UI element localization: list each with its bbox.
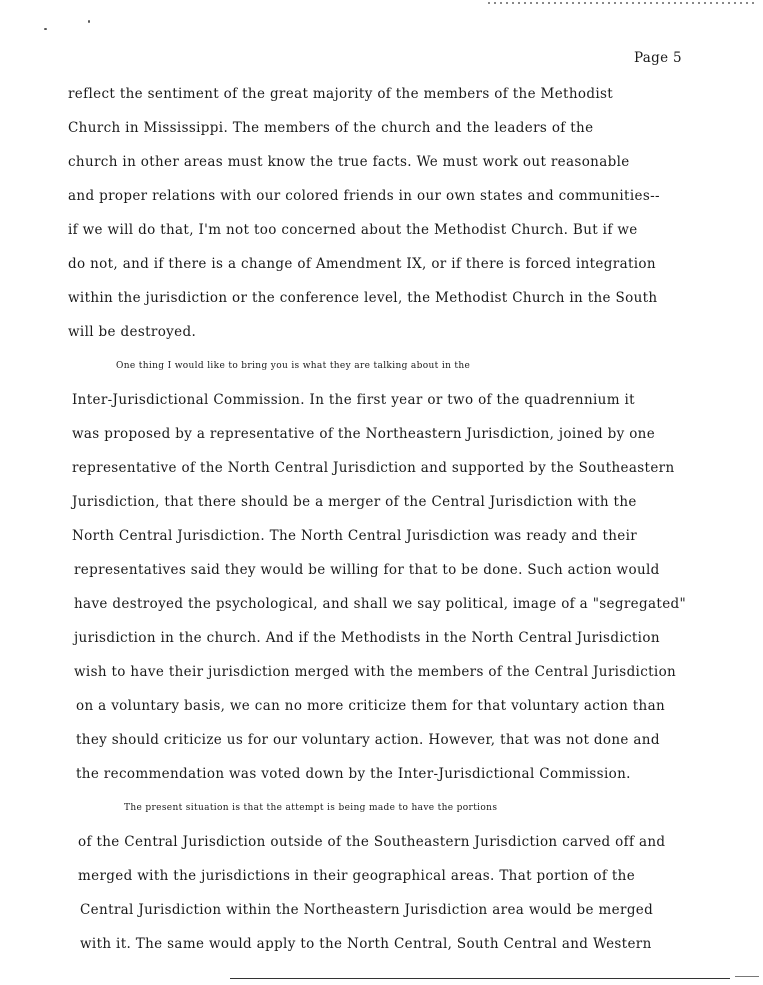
text-line: merged with the jurisdictions in their geographical areas. That portion of the xyxy=(78,868,636,884)
text-line: church in other areas must know the true facts. We must work out reasonable xyxy=(68,154,630,170)
bottom-rule-tail xyxy=(735,976,759,977)
text-line: with it. The same would apply to the North Central, South Central and Western xyxy=(80,936,652,952)
text-line: on a voluntary basis, we can no more criticize them for that voluntary action than xyxy=(76,698,666,714)
bottom-rule xyxy=(230,978,730,979)
text-line: they should criticize us for our voluntary action. However, that was not done and xyxy=(76,732,660,748)
text-line: Central Jurisdiction within the Northeastern Jurisdiction area would be merged xyxy=(80,902,654,918)
text-line: The present situation is that the attempt is being made to have the portions xyxy=(124,803,498,813)
text-line: representatives said they would be willing for that to be done. Such action would xyxy=(74,562,660,578)
text-line: the recommendation was voted down by the Inter-Jurisdictional Commission. xyxy=(76,766,631,782)
text-line: jurisdiction in the church. And if the Methodists in the North Central Jurisdiction xyxy=(74,630,660,646)
text-line: Church in Mississippi. The members of the church and the leaders of the xyxy=(68,120,594,136)
text-line: North Central Jurisdiction. The North Central Jurisdiction was ready and their xyxy=(72,528,638,544)
text-line: representative of the North Central Jurisdiction and supported by the Southeastern xyxy=(72,460,675,476)
text-line: Jurisdiction, that there should be a merger of the Central Jurisdiction with the xyxy=(72,494,637,510)
page-number: Page 5 xyxy=(634,50,682,66)
text-line: if we will do that, I'm not too concerned about the Methodist Church. But if we xyxy=(68,222,638,238)
scan-artifact-mark xyxy=(44,28,47,30)
text-line: Inter-Jurisdictional Commission. In the first year or two of the quadrennium it xyxy=(72,392,635,408)
text-line: of the Central Jurisdiction outside of the Southeastern Jurisdiction carved off and xyxy=(78,834,666,850)
text-line: reflect the sentiment of the great majority of the members of the Methodist xyxy=(68,86,614,102)
text-line: was proposed by a representative of the Northeastern Jurisdiction, joined by one xyxy=(72,426,656,442)
text-line: will be destroyed. xyxy=(68,324,197,340)
text-line: and proper relations with our colored friends in our own states and communities-- xyxy=(68,188,660,204)
text-line: within the jurisdiction or the conference level, the Methodist Church in the South xyxy=(68,290,658,306)
text-line: wish to have their jurisdiction merged with the members of the Central Jurisdiction xyxy=(74,664,677,680)
scan-artifact-mark xyxy=(88,20,90,23)
scan-artifact-dots xyxy=(488,2,758,4)
text-line: have destroyed the psychological, and shall we say political, image of a "segregated" xyxy=(74,596,687,612)
text-line: do not, and if there is a change of Amendment IX, or if there is forced integration xyxy=(68,256,656,272)
text-line: One thing I would like to bring you is what they are talking about in the xyxy=(116,361,471,371)
